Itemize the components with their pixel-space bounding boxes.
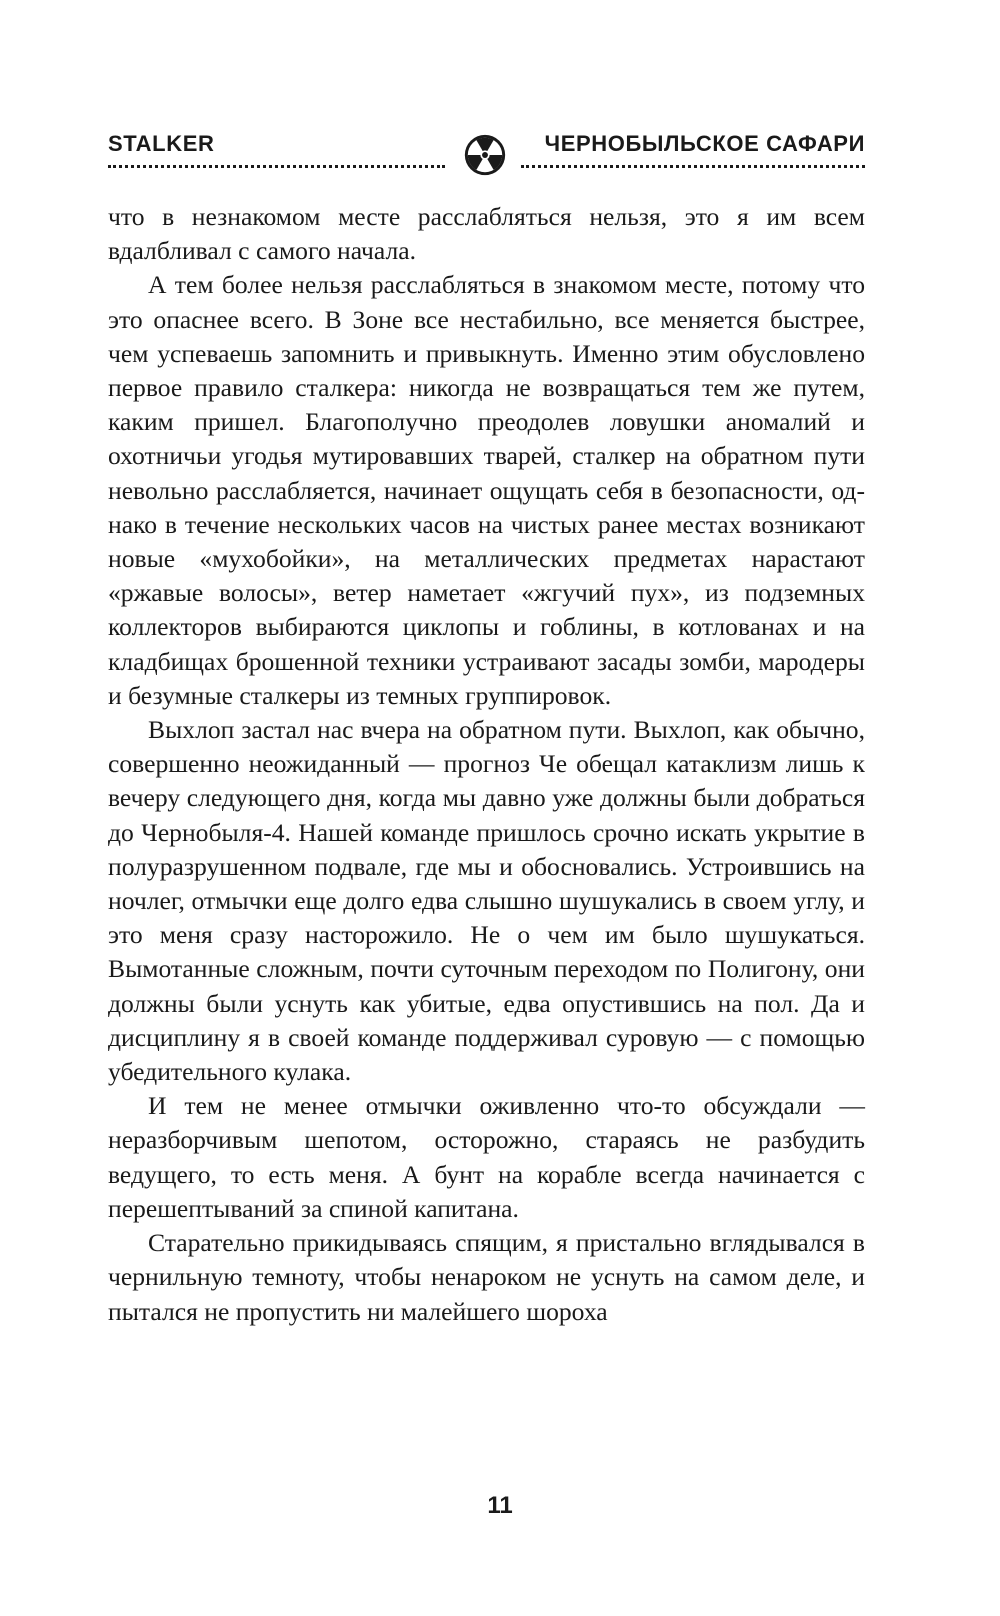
radiation-hazard-icon: [464, 134, 506, 176]
paragraph: Выхлоп застал нас вчера на обратном пути. Выхлоп, как обычно, совершенно неожиданный — прогноз Че обещал катаклизм лишь к вечеру следующего дня, когда мы давно уже должны были добраться до Чернобыля-4. Нашей команде пришлось срочно искать укрытие в полуразрушенном подвале, где мы и обосновались. Устроившись на ночлег, отмычки еще долго едва слышно шушукались в своем углу, и это меня сразу насторожило. Не о чем им было шушукаться. Вымотанные сложным, почти суточным переходом по Полигону, они должны были уснуть как убитые, едва опустившись на пол. Да и дисциплину я в своей команде поддерживал суровую — с помощью убедительного кулака.: [108, 715, 865, 1087]
running-head: [108, 132, 865, 170]
body-text: [108, 200, 865, 1329]
page-number: 11: [487, 1492, 513, 1519]
paragraph: Старательно прикидываясь спящим, я пристально вглядывался в чернильную темноту, чтобы ненароком не уснуть на самом деле, и пытался не пропустить ни малейшего шороха: [108, 1228, 865, 1326]
paragraph: А тем более нельзя расслабляться в знакомом месте, потому что это опаснее всего. В Зоне все нестабильно, все меняется быстрее, чем успеваешь запомнить и привыкнуть. Именно этим обусловлено первое правило сталкера: никогда не возвращаться тем же путем, каким пришел. Благополучно преодолев ловушки аномалий и охотничьи угодья мутировавших тварей, сталкер на обратном пути невольно расслабляется, начинает ощущать себя в безопасности, однако в течение нескольких часов на чистых ранее местах возникают новые «мухобойки», на металлических предметах нарастают «ржавые волосы», ветер наметает «жгучий пух», из подземных коллекторов выбираются циклопы и гоблины, в котлованах и на кладбищах брошенной техники устраивают засады зомби, мародеры и безумные сталкеры из темных группировок.: [108, 270, 865, 710]
paragraph: что в незнакомом месте расслабляться нельзя, это я им всем вдалбливал с самого начала.: [108, 202, 865, 266]
paragraph: И тем не менее отмычки оживленно что-то обсуждали — неразборчивым шепотом, осторожно, стараясь не разбудить ведущего, то есть меня. А бунт на корабле всегда начинается с перешептываний за спиной капитана.: [108, 1091, 865, 1223]
dotted-rule-left: [108, 165, 445, 168]
dotted-rule-right: [521, 165, 865, 168]
series-title: STALKER: [108, 131, 215, 156]
book-title: ЧЕРНОБЫЛЬСКОЕ САФАРИ: [544, 131, 865, 156]
